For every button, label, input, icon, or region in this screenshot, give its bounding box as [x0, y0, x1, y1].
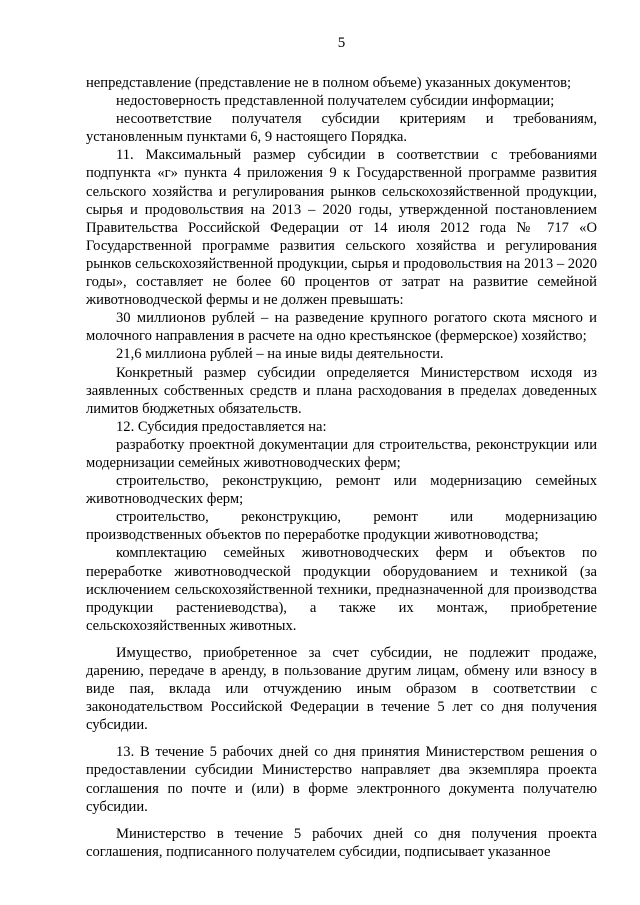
paragraph-ministry-signing: Министерство в течение 5 рабочих дней со дня получения проекта соглашения, подписанного получателем субсидии, подписывает указанное: [86, 825, 597, 860]
paragraph-processing-facilities: строительство, реконструкцию, ремонт или модернизацию производственных объектов по переработке продукции животноводства;: [86, 509, 597, 544]
paragraph-other-activities-limit: 21,6 миллиона рублей – на иные виды деятельности.: [116, 346, 444, 363]
paragraph-non-submission: непредставление (представление не в полном объеме) указанных документов;: [86, 75, 572, 91]
paragraph-farm-construction: строительство, реконструкцию, ремонт или модернизацию семейных животноводческих ферм;: [86, 473, 597, 508]
paragraph-clause-13-agreement: 13. В течение 5 рабочих дней со дня принятия Министерством решения о предоставлении субсидии Министерство направляет два экземпляра проекта соглашения по почте и (или) в форме электронного документа получателю субсидии.: [86, 744, 597, 815]
paragraph-non-compliance: несоответствие получателя субсидии критериям и требованиям, установленным пунктами 6, 9 настоящего Порядка.: [86, 111, 597, 146]
paragraph-cattle-limit: 30 миллионов рублей – на разведение крупного рогатого скота мясного и молочного направления в расчете на одно крестьянское (фермерское) хозяйство;: [86, 310, 597, 345]
document-page: [86, 34, 597, 861]
page-number: 5: [337, 35, 346, 51]
paragraph-property-restrictions: Имущество, приобретенное за счет субсидии, не подлежит продаже, дарению, передаче в аренду, в пользование другим лицам, обмену или взносу в виде пая, вклада или отчуждению иным образом в соответствии с законодательством Российской Федерации в течение 5 лет со дня получения субсидии.: [86, 644, 597, 734]
paragraph-unreliable-info: недостоверность представленной получателем субсидии информации;: [116, 93, 555, 110]
paragraph-project-documentation: разработку проектной документации для строительства, реконструкции или модернизации семейных животноводческих ферм;: [86, 436, 597, 471]
paragraph-clause-11-max-subsidy: 11. Максимальный размер субсидии в соответствии с требованиями подпункта «г» пункта 4 приложения 9 к Государственной программе развития сельского хозяйства и регулирования рынков сельскохозяйственной продукции, сырья и продовольствия на 2013 – 2020 годы, утвержденной постановлением Правительства Российской Федерации от 14 июля 2012 года № 717 «О Государственной программе развития сельского хозяйства и регулирования рынков сельскохозяйственной продукции, сырья и продовольствия на 2013 – 2020 годы», составляет не более 60 процентов от затрат на развитие семейной животноводческой фермы и не должен превышать:: [86, 147, 597, 309]
paragraph-specific-subsidy-size: Конкретный размер субсидии определяется Министерством исходя из заявленных собственных средств и плана расходования в пределах доведенных лимитов бюджетных обязательств.: [86, 364, 597, 417]
paragraph-equipment: комплектацию семейных животноводческих ферм и объектов по переработке животноводческой продукции оборудованием и техникой (за исключением сельскохозяйственной техники, предназначенной для производства продукции растениеводства), а также их монтаж, приобретение сельскохозяйственных животных.: [86, 545, 597, 634]
paragraph-clause-12-heading: 12. Субсидия предоставляется на:: [116, 418, 327, 435]
